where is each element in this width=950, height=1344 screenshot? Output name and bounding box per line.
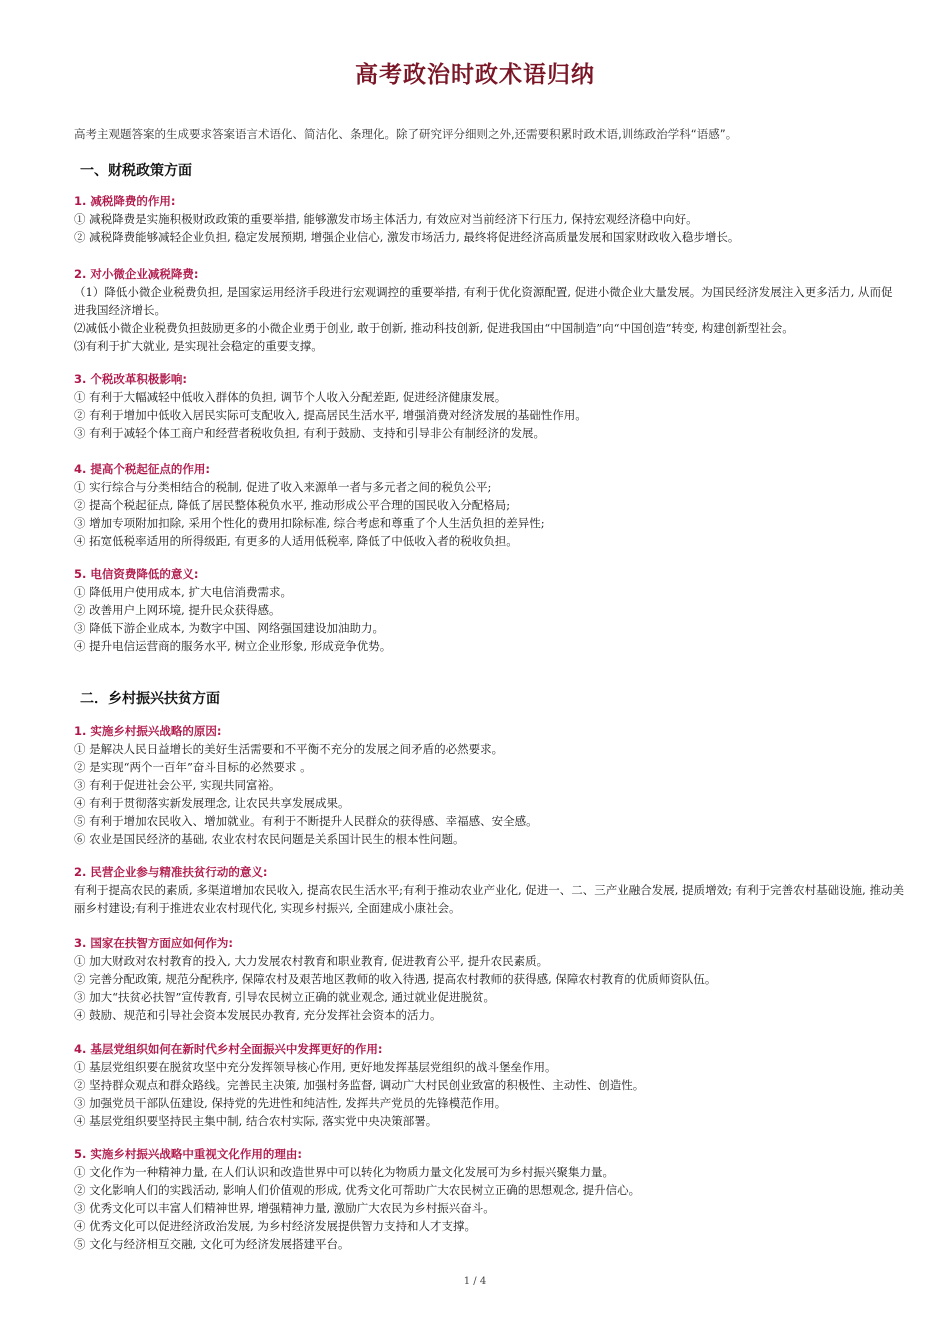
list-item: ② 是实现“两个一百年”奋斗目标的必然要求 。 [74,760,312,774]
document-title: 高考政治时政术语归纳 [355,62,595,88]
list-item: ② 坚持群众观点和群众路线。完善民主决策, 加强村务监督, 调动广大村民创业致富的积极性、主动性、创造性。 [74,1078,645,1092]
subsection-1-3 [74,370,904,442]
list-item: ③ 降低下游企业成本, 为数字中国、网络强国建设加油助力。 [74,621,384,635]
list-item: ② 改善用户上网环境, 提升民众获得感。 [74,603,281,617]
list-item: ③ 增加专项附加扣除, 采用个性化的费用扣除标准, 综合考虑和尊重了个人生活负担的差异性; [74,516,545,530]
list-item: ④ 提升电信运营商的服务水平, 树立企业形象, 形成竞争优势。 [74,639,392,653]
subsection-heading: 3. 国家在扶智方面应如何作为: [74,936,233,950]
list-item: ③ 加强党员干部队伍建设, 保持党的先进性和纯洁性, 发挥共产党员的先锋模范作用。 [74,1096,507,1110]
list-item: ④ 拓宽低税率适用的所得级距, 有更多的人适用低税率, 降低了中低收入者的税收负担。 [74,534,518,548]
list-item: ② 文化影响人们的实践活动, 影响人们价值观的形成, 优秀文化可帮助广大农民树立正确的思想观念, 提升信心。 [74,1183,641,1197]
list-item: ④ 基层党组织要坚持民主集中制, 结合农村实际, 落实党中央决策部署。 [74,1114,438,1128]
list-item: ① 文化作为一种精神力量, 在人们认识和改造世界中可以转化为物质力量文化发展可为乡村振兴聚集力量。 [74,1165,614,1179]
list-item: ② 提高个税起征点, 降低了居民整体税负水平, 推动形成公平合理的国民收入分配格局; [74,498,511,512]
list-item: ③ 加大“扶贫必扶智”宣传教育, 引导农民树立正确的就业观念, 通过就业促进脱贫。 [74,990,496,1004]
subsection-2-4 [74,1040,904,1130]
section-heading-finance: 一、财税政策方面 [80,163,192,179]
list-item: ⑤ 文化与经济相互交融, 文化可为经济发展搭建平台。 [74,1237,350,1251]
intro-paragraph: 高考主观题答案的生成要求答案语言术语化、简洁化、条理化。除了研究评分细则之外,还需要积累时政术语,训练政治学科“语感”。 [74,127,738,141]
subsection-1-4 [74,460,904,550]
subsection-heading: 3. 个税改革积极影响: [74,372,187,386]
subsection-heading: 4. 提高个税起征点的作用: [74,462,210,476]
subsection-2-3 [74,934,904,1024]
list-item: ④ 有利于贯彻落实新发展理念, 让农民共享发展成果。 [74,796,350,810]
subsection-heading: 1. 实施乡村振兴战略的原因: [74,724,222,738]
subsection-2-1 [74,722,904,848]
subsection-2-5 [74,1145,904,1253]
list-item: ① 基层党组织要在脱贫攻坚中充分发挥领导核心作用, 更好地发挥基层党组织的战斗堡垒作用。 [74,1060,557,1074]
list-item: ① 实行综合与分类相结合的税制, 促进了收入来源单一者与多元者之间的税负公平; [74,480,492,494]
paragraph: （1）降低小微企业税费负担, 是国家运用经济手段进行宏观调控的重要举措, 有利于优化资源配置, 促进小微企业大量发展。为国民经济发展注入更多活力, 从而促进我国经济增长。 [74,285,893,317]
subsection-heading: 5. 电信资费降低的意义: [74,567,199,581]
paragraph: 有利于提高农民的素质, 多渠道增加农民收入, 提高农民生活水平;有利于推动农业产业化, 促进一、二、三产业融合发展, 提质增效; 有利于完善农村基础设施, 推动美丽乡村建设;有利于推进农业农村现代化, 实现乡村振兴, 全面建成小康社会。 [74,883,904,915]
subsection-heading: 2. 对小微企业减税降费: [74,267,199,281]
list-item: ③ 优秀文化可以丰富人们精神世界, 增强精神力量, 激励广大农民为乡村振兴奋斗。 [74,1201,495,1215]
subsection-heading: 5. 实施乡村振兴战略中重视文化作用的理由: [74,1147,302,1161]
list-item: ② 完善分配政策, 规范分配秩序, 保障农村及艰苦地区教师的收入待遇, 提高农村教师的获得感, 保障农村教育的优质师资队伍。 [74,972,717,986]
paragraph: ⑶有利于扩大就业, 是实现社会稳定的重要支撑。 [74,339,323,353]
subsection-2-2 [74,863,904,917]
list-item: ② 有利于增加中低收入居民实际可支配收入, 提高居民生活水平, 增强消费对经济发展的基础性作用。 [74,408,587,422]
subsection-heading: 4. 基层党组织如何在新时代乡村全面振兴中发挥更好的作用: [74,1042,383,1056]
list-item: ③ 有利于促进社会公平, 实现共同富裕。 [74,778,281,792]
page-number: 1 / 4 [463,1276,487,1287]
subsection-heading: 1. 减税降费的作用: [74,194,176,208]
subsection-1-5 [74,565,904,655]
list-item: ① 减税降费是实施积极财政政策的重要举措, 能够激发市场主体活力, 有效应对当前经济下行压力, 保持宏观经济稳中向好。 [74,212,698,226]
subsection-1-2 [74,265,904,355]
subsection-1-1 [74,192,904,246]
list-item: ③ 有利于减轻个体工商户和经营者税收负担, 有利于鼓励、支持和引导非公有制经济的发展。 [74,426,545,440]
subsection-heading: 2. 民营企业参与精准扶贫行动的意义: [74,865,268,879]
list-item: ① 有利于大幅减轻中低收入群体的负担, 调节个人收入分配差距, 促进经济健康发展。 [74,390,507,404]
paragraph: ⑵减低小微企业税费负担鼓励更多的小微企业勇于创业, 敢于创新, 推动科技创新, 促进我国由“中国制造”向“中国创造”转变, 构建创新型社会。 [74,321,794,335]
list-item: ① 加大财政对农村教育的投入, 大力发展农村教育和职业教育, 促进教育公平, 提升农民素质。 [74,954,549,968]
list-item: ⑥ 农业是国民经济的基础, 农业农村农民问题是关系国计民生的根本性问题。 [74,832,465,846]
list-item: ⑤ 有利于增加农民收入、增加就业。有利于不断提升人民群众的获得感、幸福感、安全感。 [74,814,538,828]
section-heading-rural: 二．乡村振兴扶贫方面 [80,691,220,707]
list-item: ② 减税降费能够减轻企业负担, 稳定发展预期, 增强企业信心, 激发市场活力, 最终将促进经济高质量发展和国家财政收入稳步增长。 [74,230,740,244]
list-item: ④ 鼓励、规范和引导社会资本发展民办教育, 充分发挥社会资本的活力。 [74,1008,442,1022]
list-item: ④ 优秀文化可以促进经济政治发展, 为乡村经济发展提供智力支持和人才支撑。 [74,1219,476,1233]
list-item: ① 降低用户使用成本, 扩大电信消费需求。 [74,585,292,599]
list-item: ① 是解决人民日益增长的美好生活需要和不平衡不充分的发展之间矛盾的必然要求。 [74,742,504,756]
